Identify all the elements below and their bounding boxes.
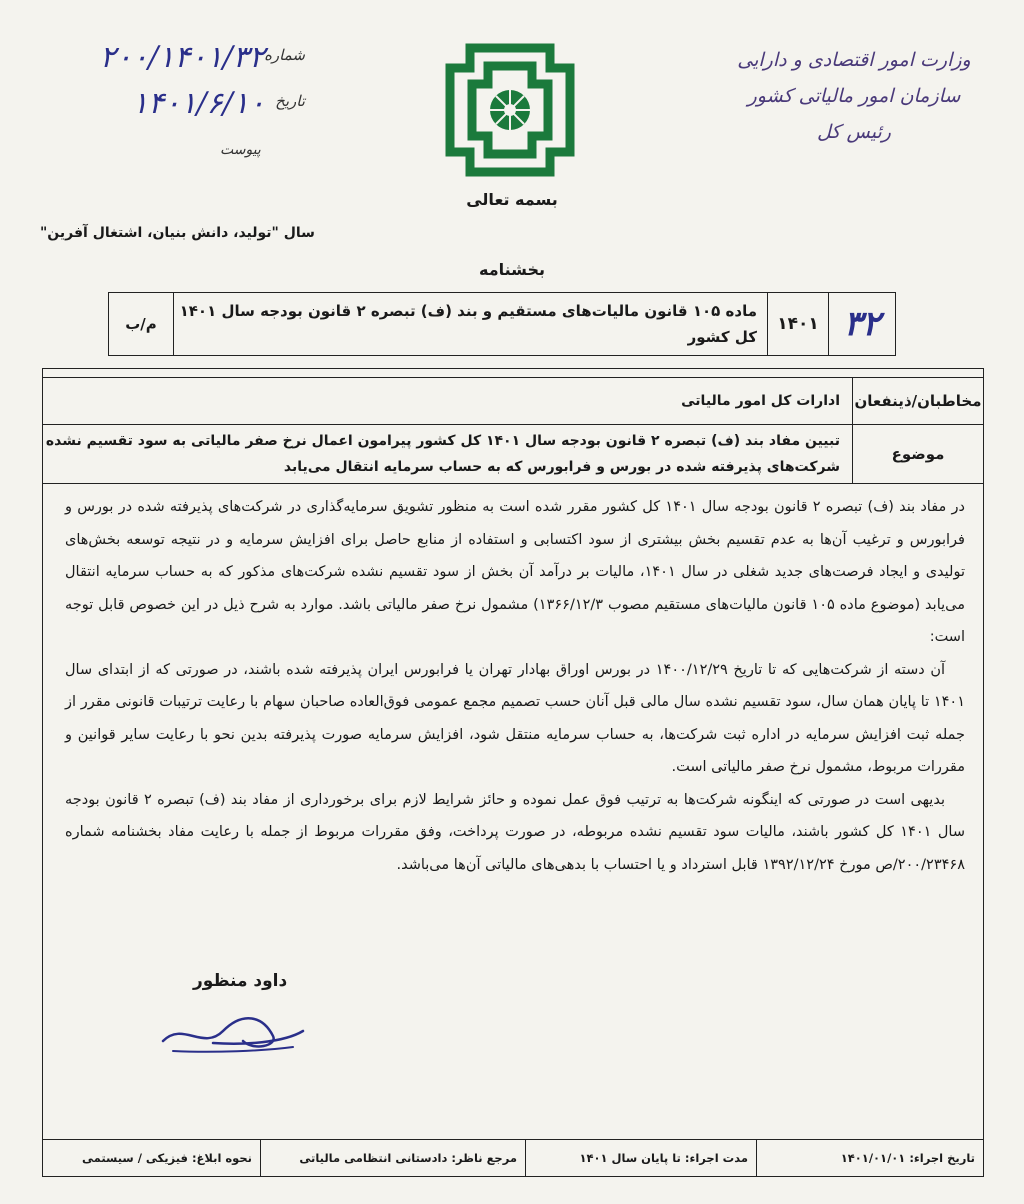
organization-line: سازمان امور مالیاتی کشور [747,85,961,107]
circular-title-bar [108,292,896,356]
circular-body [65,491,965,881]
number-label: شماره [264,46,305,64]
reference-block [45,40,305,132]
body-paragraph: آن دسته از شرکت‌هایی که تا تاریخ ۱۴۰۰/۱۲/۲۹ در بورس اوراق بهادار تهران یا فرابورس ایران پذیرفته شده باشند، در صورتی که از ابتدای سال ۱۴۰۱ تا پایان همان سال، سود تقسیم نشده سال مالی قبل آنان حسب تصمیم مجمع عمومی فوق‌العاده صاحبان سهام با رعایت ترتیبات قانونی مقرر از جمله ثبت افزایش سرمایه در اداره ثبت شرکت‌ها، به حساب سرمایه منتقل شود، افزایش سرمایه صورت پذیرفته بدین نحو با رعایت سایر قوانین و مقررات مربوط، مشمول نرخ صفر مالیاتی است. [65,661,965,775]
circular-year: ۱۴۰۱ [767,293,828,355]
document-type: بخشنامه [479,260,545,279]
notification-method: نحوه ابلاغ: فیزیکی / سیستمی [81,1151,252,1165]
body-paragraph: در مفاد بند (ف) تبصره ۲ قانون بودجه سال ۱۴۰۱ کل کشور مقرر شده است به منظور تشویق سرمایه‌گذاری در شرکت‌های پذیرفته شده در بورس و فرابورس و ترغیب آن‌ها به عدم تقسیم بخش بیشتری از سود اکتسابی و استفاده از منابع حاصل برای افزایش سرمایه و در نتیجه توسعه بخش‌های تولیدی و ایجاد فرصت‌های جدید شغلی در سال ۱۴۰۱، مالیات بر درآمد آن بخش از سود تقسیم نشده شرکت‌های مذکور که به حساب سرمایه انتقال می‌یابد (موضوع ماده ۱۰۵ قانون مالیات‌های مستقیم مصوب ۱۳۶۶/۱۲/۳) مشمول نرخ صفر مالیاتی باشد. موارد به شرح ذیل در این خصوص قابل توجه است: [65,499,966,645]
subject-label: موضوع [852,425,983,483]
execution-period: مدت اجراء: تا پایان سال ۱۴۰۱ [525,1140,756,1176]
audience-row [43,377,983,425]
signer-name: داود منظور [193,971,288,991]
circular-number: ۳۲ [828,293,895,355]
tax-organization-emblem-icon [430,40,590,180]
ministry-line: وزارت امور اقتصادی و دارایی [737,49,971,71]
letter-date: ۱۴۰۱/۶/۱۰ [131,86,265,121]
body-paragraph: بدیهی است در صورتی که اینگونه شرکت‌ها به ترتیب فوق عمل نموده و حائز شرایط لازم برای برخورداری از مفاد بند (ف) تبصره ۲ قانون بودجه سال ۱۴۰۱ کل کشور باشند، مالیات سود تقسیم نشده مربوطه، در صورت پرداخت، وفق مقررات مربوط از جمله با رعایت مفاد بخشنامه شماره ۲۰۰/۲۳۴۶۸/ص مورخ ۱۳۹۲/۱۲/۲۴ قابل استرداد و یا احتساب با بدهی‌های مالیاتی آن‌ها می‌باشد. [65,791,965,873]
circular-title: ماده ۱۰۵ قانون مالیات‌های مستقیم و بند (ف) تبصره ۲ قانون بودجه سال ۱۴۰۱ کل کشور [173,293,767,355]
letter-number: ۲۰۰/۱۴۰۱/۳۲ [99,40,265,75]
execution-date: تاریخ اجراء: ۱۴۰۱/۰۱/۰۱ [756,1140,983,1176]
audience-label: مخاطبان/ذینفعان [852,378,983,424]
attachment-label: پیوست [220,142,261,158]
execution-footer [43,1139,983,1176]
ministry-header [724,42,984,150]
supervising-authority: مرجع ناظر: دادستانی انتظامی مالیاتی [260,1140,525,1176]
year-slogan [0,225,1024,241]
subject-value: تبیین مفاد بند (ف) تبصره ۲ قانون بودجه سال ۱۴۰۱ کل کشور پیرامون اعمال نرخ صفر مالیاتی به سود تقسیم نشده شرکت‌های پذیرفته شده در بورس و فرابورس که به حساب سرمایه انتقال می‌یابد [45,433,840,475]
invocation: بسمه تعالی [466,190,558,209]
circular-code: م/ب [125,315,157,333]
head-title-line: رئیس کل [817,121,891,143]
year-slogan-text: سال "تولید، دانش بنیان، اشتغال آفرین" [40,225,315,241]
signer [193,971,983,991]
audience-value: ادارات کل امور مالیاتی [681,393,840,409]
date-label: تاریخ [275,92,305,110]
subject-row [43,425,983,484]
circular-frame [42,368,984,1177]
signature-icon [153,1001,313,1061]
